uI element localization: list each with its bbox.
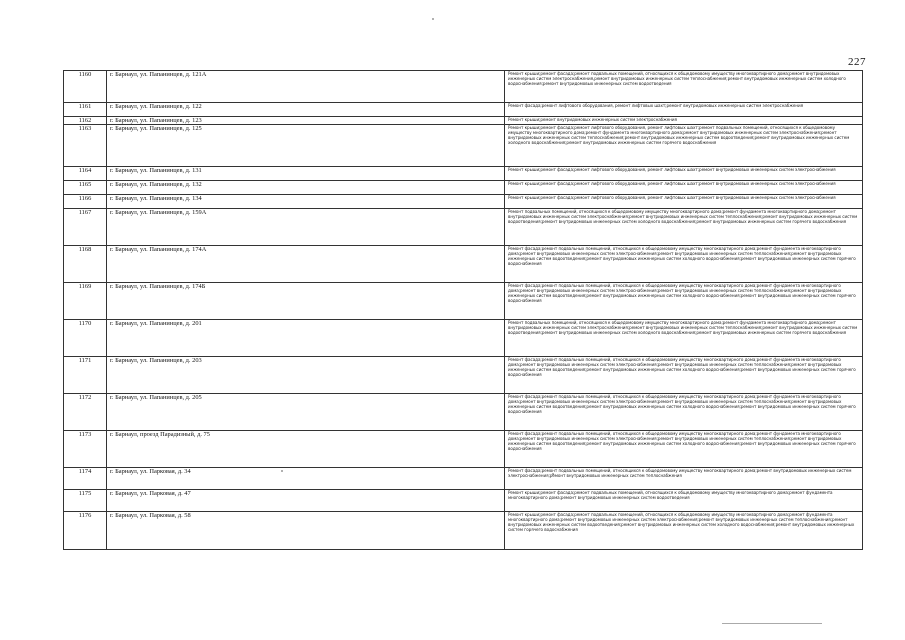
house-repair-rows — [64, 71, 863, 550]
table-row — [64, 246, 863, 283]
row-number: 1165 — [64, 181, 107, 195]
row-address: г. Барнаул, ул. Парковая, д. 34 — [107, 468, 505, 490]
table-row — [64, 209, 863, 246]
row-address: г. Барнаул, ул. Папанинцев, д. 122 — [107, 103, 505, 117]
row-number: 1160 — [64, 71, 107, 103]
table-row — [64, 468, 863, 490]
table-row — [64, 181, 863, 195]
row-work-types: Ремонт крыши;ремонт фасада;ремонт подвальных помещений, относящихся к общедомовому имуществу многоквартирного дома;ремонт внутридомовых инженерных систем электроснабжения,ремонт внутридомовых инженерных систем теплоснабжения;ремонт внутридомовых инженерных систем холодного водоснабжения;ремонт внутридомовых инженерных систем водоотведения — [505, 71, 863, 103]
row-number: 1175 — [64, 490, 107, 512]
table-row — [64, 125, 863, 167]
row-number: 1169 — [64, 283, 107, 320]
row-number: 1173 — [64, 431, 107, 468]
row-address: г. Барнаул, ул. Папанинцев, д. 203 — [107, 357, 505, 394]
table-row — [64, 490, 863, 512]
row-number: 1176 — [64, 512, 107, 550]
row-address: г. Барнаул, ул. Парковая, д. 47 — [107, 490, 505, 512]
row-address: г. Барнаул, ул. Папанинцев, д. 174Б — [107, 283, 505, 320]
page-number: 227 — [848, 56, 866, 68]
row-work-types: Ремонт крыши;ремонт фасада;ремонт лифтового оборудования, ремонт лифтовых шахт;ремонт подвальных помещений, относящихся к общедомовому имуществу многоквартирного дома;ремонт фундамента многоквартирного дома;ремонт внутридомовых инженерных систем электроснабжения;ремонт внутридомовых инженерных систем теплоснабжения;ремонт внутридомовых инженерных систем водоотведения;ремонт внутридомовых инженерных систем холодного водоснабжения;ремонт внутридомовых инженерных систем горячего водоснабжения — [505, 125, 863, 167]
table-row — [64, 195, 863, 209]
row-number: 1168 — [64, 246, 107, 283]
table-row — [64, 320, 863, 357]
row-work-types: Ремонт фасада;ремонт подвальных помещений, относящихся к общедомовому имуществу многоквартирного дома;ремонт внутридомовых инженерных систем электроснабжения;ремонт внутридомовых инженерных систем теплоснабжения — [505, 468, 863, 490]
table-row — [64, 431, 863, 468]
row-number: 1164 — [64, 167, 107, 181]
row-number: 1172 — [64, 394, 107, 431]
scan-speck — [432, 18, 434, 20]
table-row — [64, 103, 863, 117]
row-work-types: Ремонт подвальных помещений, относящихся к общедомовому имуществу многоквартирного дома;ремонт фундамента многоквартирного дома;ремонт внутридомовых инженерных систем электроснабжения;ремонт внутридомовых инженерных систем теплоснабжения;ремонт внутридомовых инженерных систем водоотведения;ремонт внутридомовых инженерных систем холодного водоснабжения;ремонт внутридомовых инженерных систем горячего водоснабжения — [505, 209, 863, 246]
house-repair-table — [63, 70, 863, 550]
row-work-types: Ремонт крыши;ремонт фасада;ремонт лифтового оборудования, ремонт лифтовых шахт;ремонт внутридомовых инженерных систем электроснабжения — [505, 195, 863, 209]
row-address: г. Барнаул, проезд Парадизный, д. 75 — [107, 431, 505, 468]
row-address: г. Барнаул, ул. Папанинцев, д. 125 — [107, 125, 505, 167]
table-row — [64, 167, 863, 181]
row-number: 1174 — [64, 468, 107, 490]
row-address: г. Барнаул, ул. Папанинцев, д. 132 — [107, 181, 505, 195]
row-work-types: Ремонт фасада;ремонт подвальных помещений, относящихся к общедомовому имуществу многоквартирного дома;ремонт фундамента многоквартирного дома;ремонт внутридомовых инженерных систем электроснабжения;ремонт внутридомовых инженерных систем теплоснабжения;ремонт внутридомовых инженерных систем водоотведения;ремонт внутридомовых инженерных систем холодного водоснабжения;ремонт внутридомовых инженерных систем горячего водоснабжения — [505, 246, 863, 283]
table-row — [64, 71, 863, 103]
scan-edge-line — [722, 623, 822, 624]
table-row — [64, 117, 863, 125]
table-row — [64, 512, 863, 550]
row-work-types: Ремонт фасада;ремонт подвальных помещений, относящихся к общедомовому имуществу многоквартирного дома;ремонт фундамента многоквартирного дома;ремонт внутридомовых инженерных систем электроснабжения;ремонт внутридомовых инженерных систем теплоснабжения;ремонт внутридомовых инженерных систем водоотведения;ремонт внутридомовых инженерных систем холодного водоснабжения;ремонт внутридомовых инженерных систем горячего водоснабжения — [505, 283, 863, 320]
row-work-types: Ремонт фасада;ремонт подвальных помещений, относящихся к общедомовому имуществу многоквартирного дома;ремонт фундамента многоквартирного дома;ремонт внутридомовых инженерных систем электроснабжения;ремонт внутридомовых инженерных систем теплоснабжения;ремонт внутридомовых инженерных систем водоотведения;ремонт внутридомовых инженерных систем холодного водоснабжения;ремонт внутридомовых инженерных систем горячего водоснабжения — [505, 394, 863, 431]
row-address: г. Барнаул, ул. Папанинцев, д. 134 — [107, 195, 505, 209]
row-address: г. Барнаул, ул. Папанинцев, д. 201 — [107, 320, 505, 357]
register-sheet — [63, 70, 863, 550]
row-number: 1167 — [64, 209, 107, 246]
row-number: 1161 — [64, 103, 107, 117]
row-work-types: Ремонт крыши;ремонт фасада;ремонт лифтового оборудования, ремонт лифтовых шахт;ремонт внутридомовых инженерных систем электроснабжения — [505, 181, 863, 195]
row-number: 1170 — [64, 320, 107, 357]
row-number: 1171 — [64, 357, 107, 394]
row-work-types: Ремонт фасада;ремонт лифтового оборудования, ремонт лифтовых шахт;ремонт внутридомовых инженерных систем электроснабжения — [505, 103, 863, 117]
row-address: г. Барнаул, ул. Папанинцев, д. 159А — [107, 209, 505, 246]
row-work-types: Ремонт крыши;ремонт фасада;ремонт подвальных помещений, относящихся к общедомовому имуществу многоквартирного дома;ремонт фундамента многоквартирного дома;ремонт внутридомовых инженерных систем водоотведения — [505, 490, 863, 512]
row-address: г. Барнаул, ул. Папанинцев, д. 123 — [107, 117, 505, 125]
row-address: г. Барнаул, ул. Папанинцев, д. 174А — [107, 246, 505, 283]
table-row — [64, 394, 863, 431]
row-address: г. Барнаул, ул. Папанинцев, д. 131 — [107, 167, 505, 181]
row-number: 1166 — [64, 195, 107, 209]
row-number: 1163 — [64, 125, 107, 167]
row-work-types: Ремонт фасада;ремонт подвальных помещений, относящихся к общедомовому имуществу многоквартирного дома;ремонт фундамента многоквартирного дома;ремонт внутридомовых инженерных систем электроснабжения;ремонт внутридомовых инженерных систем теплоснабжения;ремонт внутридомовых инженерных систем водоотведения;ремонт внутридомовых инженерных систем холодного водоснабжения;ремонт внутридомовых инженерных систем горячего водоснабжения — [505, 431, 863, 468]
row-address: г. Барнаул, ул. Папанинцев, д. 121А — [107, 71, 505, 103]
row-work-types: Ремонт крыши;ремонт внутридомовых инженерных систем электроснабжения — [505, 117, 863, 125]
row-work-types: Ремонт подвальных помещений, относящихся к общедомовому имуществу многоквартирного дома;ремонт фундамента многоквартирного дома;ремонт внутридомовых инженерных систем электроснабжения;ремонт внутридомовых инженерных систем теплоснабжения;ремонт внутридомовых инженерных систем водоотведения;ремонт внутридомовых инженерных систем холодного водоснабжения;ремонт внутридомовых инженерных систем горячего водоснабжения — [505, 320, 863, 357]
table-row — [64, 357, 863, 394]
row-number: 1162 — [64, 117, 107, 125]
row-address: г. Барнаул, ул. Парковая, д. 58 — [107, 512, 505, 550]
table-row — [64, 283, 863, 320]
row-work-types: Ремонт крыши;ремонт фасада;ремонт лифтового оборудования, ремонт лифтовых шахт;ремонт внутридомовых инженерных систем электроснабжения — [505, 167, 863, 181]
row-work-types: Ремонт фасада;ремонт подвальных помещений, относящихся к общедомовому имуществу многоквартирного дома;ремонт фундамента многоквартирного дома;ремонт внутридомовых инженерных систем электроснабжения;ремонт внутридомовых инженерных систем теплоснабжения;ремонт внутридомовых инженерных систем водоотведения;ремонт внутридомовых инженерных систем холодного водоснабжения;ремонт внутридомовых инженерных систем горячего водоснабжения — [505, 357, 863, 394]
row-address: г. Барнаул, ул. Папанинцев, д. 205 — [107, 394, 505, 431]
row-work-types: Ремонт крыши;ремонт фасада;ремонт подвальных помещений, относящихся к общедомовому имуществу многоквартирного дома;ремонт фундамента многоквартирного дома;ремонт внутридомовых инженерных систем электроснабжения;ремонт внутридомовых инженерных систем теплоснабжения;ремонт внутридомовых инженерных систем водоотведения;ремонт внутридомовых инженерных систем холодного водоснабжения;ремонт внутридомовых инженерных систем горячего водоснабжения — [505, 512, 863, 550]
